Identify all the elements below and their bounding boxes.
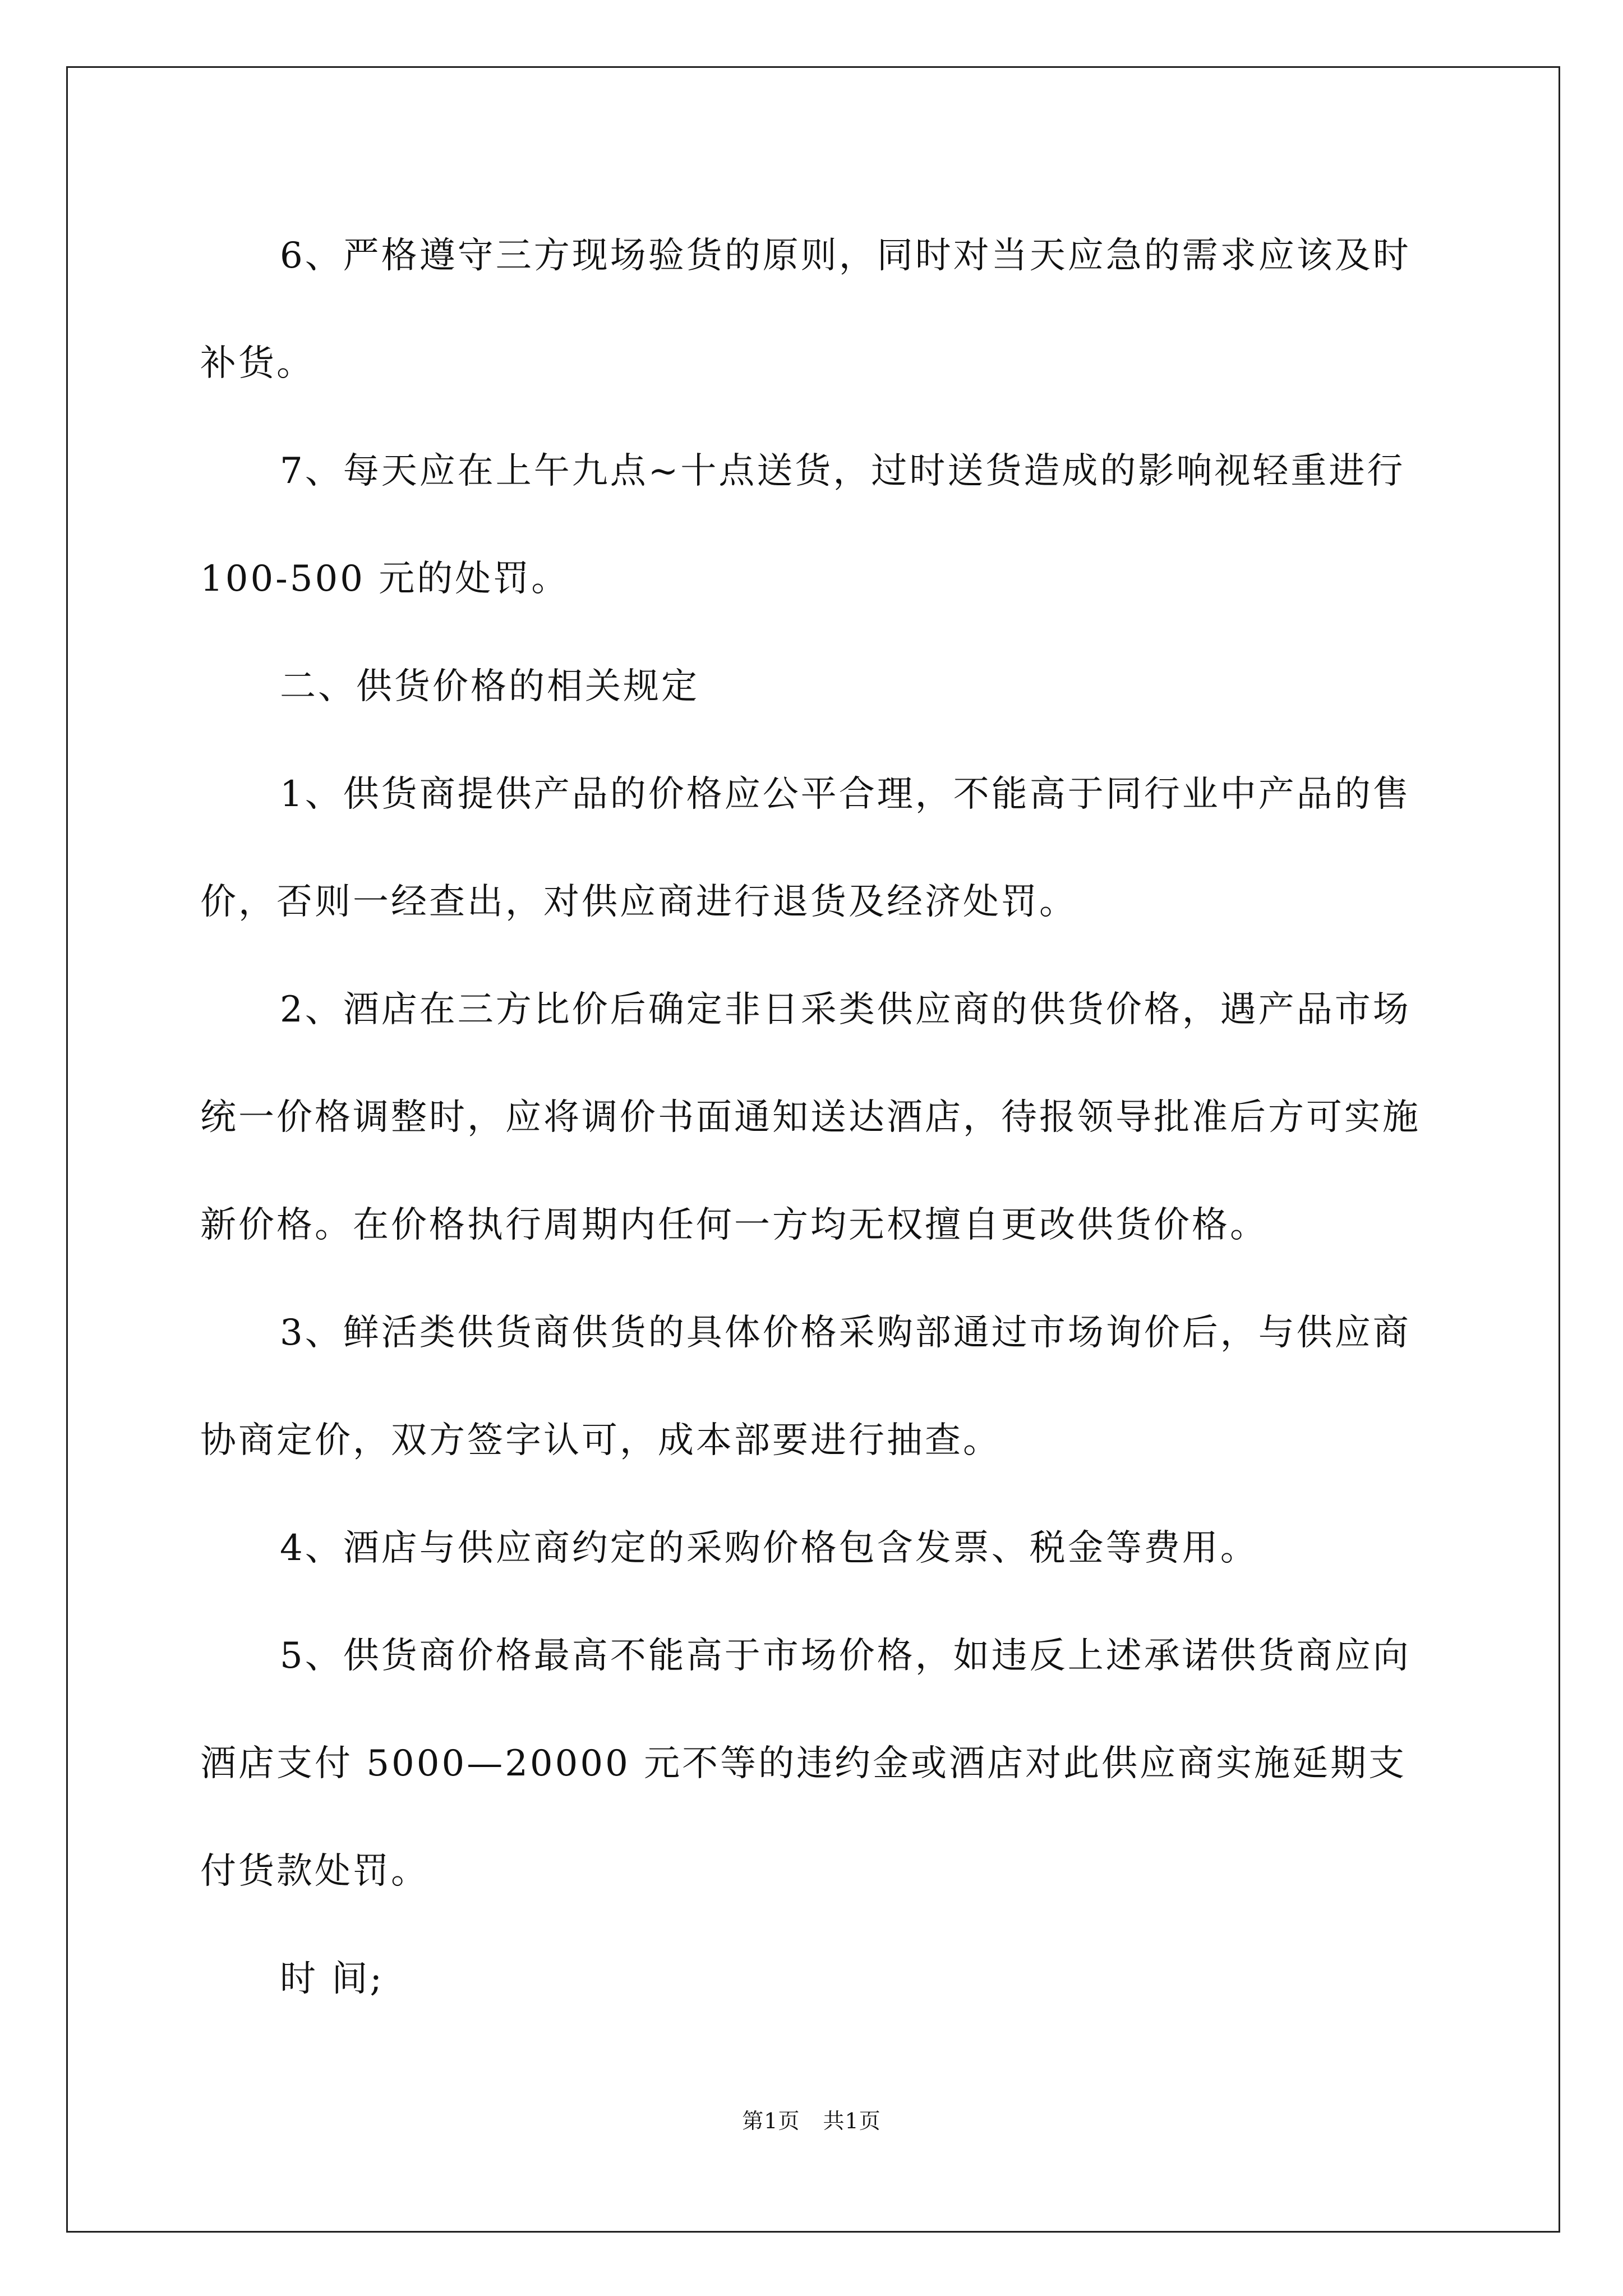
paragraph-pricing-1: 1、供货商提供产品的价格应公平合理，不能高于同行业中产品的售价，否则一经查出，对供应商进行退货及经济处罚。 (200, 774, 1411, 923)
section-heading-pricing: 二、供货价格的相关规定 (280, 666, 699, 707)
paragraph-item-6: 6、严格遵守三方现场验货的原则，同时对当天应急的需求应该及时补货。 (200, 235, 1411, 384)
page-number-current: 第1页 (742, 2109, 800, 2133)
paragraph-pricing-5: 5、供货商价格最高不能高于市场价格，如违反上述承诺供货商应向酒店支付 5000—20000 元不等的违约金或酒店对此供应商实施延期支付货款处罚。 (200, 1635, 1411, 1892)
paragraph-pricing-2: 2、酒店在三方比价后确定非日采类供应商的供货价格，遇产品市场统一价格调整时，应将调价书面通知送达酒店，待报领导批准后方可实施新价格。在价格执行周期内任何一方均无权擅自更改供货价格。 (200, 989, 1421, 1246)
page-number-total: 共1页 (823, 2109, 881, 2133)
page-footer (0, 2104, 1623, 2134)
paragraph-item-7: 7、每天应在上午九点~十点送货，过时送货造成的影响视轻重进行 100-500 元的处罚。 (200, 450, 1405, 600)
document-body (200, 202, 1434, 2033)
paragraph-time: 时 间; (280, 1958, 384, 2000)
paragraph-pricing-4: 4、酒店与供应商约定的采购价格包含发票、税金等费用。 (280, 1527, 1258, 1569)
paragraph-pricing-3: 3、鲜活类供货商供货的具体价格采购部通过市场询价后，与供应商协商定价，双方签字认可，成本部要进行抽查。 (200, 1312, 1411, 1461)
